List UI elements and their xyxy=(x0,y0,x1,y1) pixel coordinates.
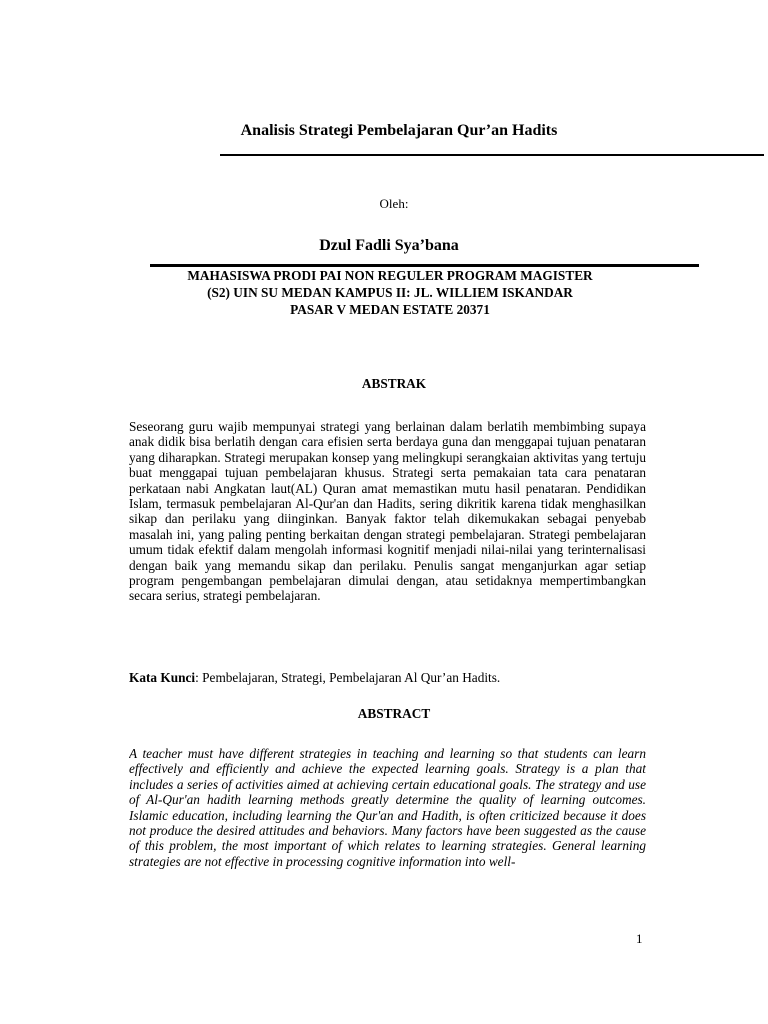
oleh-label: Oleh: xyxy=(379,196,409,211)
keywords-text: : Pembelajaran, Strategi, Pembelajaran Al Qur’an Hadits. xyxy=(195,670,501,685)
author-name: Dzul Fadli Sya’bana xyxy=(319,237,459,254)
affiliation xyxy=(150,267,630,318)
abstract-heading: ABSTRACT xyxy=(357,706,431,721)
abstract-text: A teacher must have different strategies in teaching and learning so that students can learn effectively and efficiently and achieve the expected learning goals. Strategy is a plan that includes a series of activities aimed at achieving certain educational goals. The strategy and use of Al-Qur'an hadith learning methods greatly determine the quality of learning outcomes. Islamic education, including learning the Qur'an and Hadith, is often criticized because it does not produce the desired attitudes and behaviors. Many factors have been suggested as the cause of this problem, the most important of which relates to learning strategies. General learning strategies are not effective in processing cognitive information into well- xyxy=(129,746,646,869)
page-number: 1 xyxy=(636,931,643,946)
abstrak-text: Seseorang guru wajib mempunyai strategi yang berlainan dalam berlatih membimbing supaya anak didik bisa berlatih dengan cara efisien serta berdaya guna dan menggapai tujuan penataran yang diharapkan. Strategi merupakan konsep yang melingkupi serangkaian aktivitas yang tertuju buat menggapai tujuan pembelajaran khusus. Strategi serta pemakaian tata cara penataran perkataan nabi Angkatan laut(AL) Quran amat memastikan mutu hasil penataran. Pendidikan Islam, termasuk pembelajaran Al-Qur'an dan Hadits, sering dikritik karena tidak menghasilkan sikap dan perilaku yang diinginkan. Banyak faktor telah dikemukakan sebagai penyebab masalah ini, yang paling penting berkaitan dengan strategi pembelajaran. Strategi pembelajaran umum tidak efektif dalam mengolah informasi kognitif menjadi nilai-nilai yang terinternalisasi dengan baik yang memandu sikap dan perilaku. Penulis sangat menganjurkan agar setiap program pengembangan pembelajaran dimulai dengan, atau setidaknya mempertimbangkan secara serius, strategi pembelajaran. xyxy=(129,419,646,604)
affiliation-line-3: PASAR V MEDAN ESTATE 20371 xyxy=(290,302,490,317)
title-rule xyxy=(220,154,764,156)
abstrak-heading: ABSTRAK xyxy=(361,376,427,391)
affiliation-line-2: (S2) UIN SU MEDAN KAMPUS II: JL. WILLIEM ISKANDAR xyxy=(207,285,573,300)
affiliation-line-1: MAHASISWA PRODI PAI NON REGULER PROGRAM MAGISTER xyxy=(187,268,593,283)
keywords-label: Kata Kunci xyxy=(129,670,196,685)
paper-title: Analisis Strategi Pembelajaran Qur’an Hadits xyxy=(240,122,558,139)
keywords xyxy=(129,670,646,686)
